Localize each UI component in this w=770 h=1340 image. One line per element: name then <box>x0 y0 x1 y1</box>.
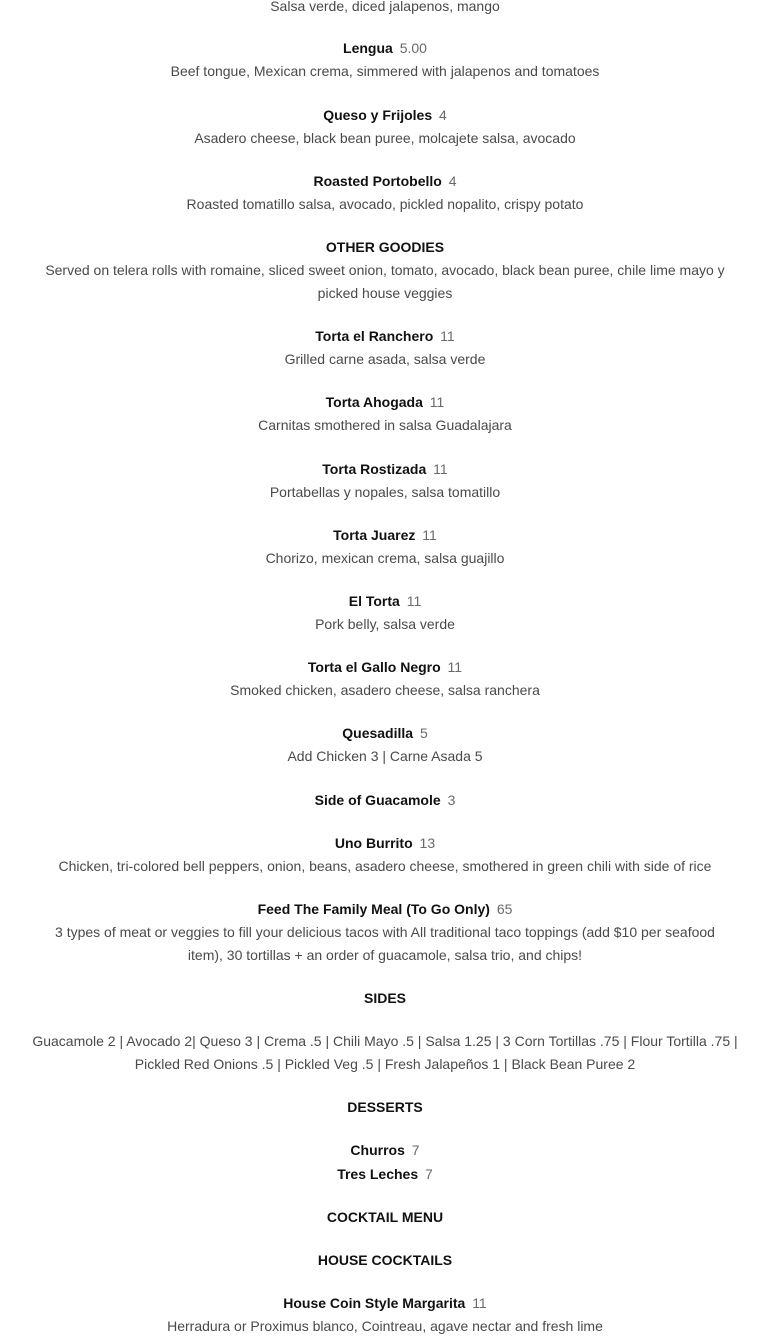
menu-item-uno-burrito <box>0 832 770 855</box>
item-price: 11 <box>429 394 445 410</box>
item-name: Quesadilla <box>342 725 414 741</box>
item-description: Asadero cheese, black bean puree, molcajete salsa, avocado <box>194 130 576 146</box>
item-price: 11 <box>406 593 422 609</box>
menu-item-lengua <box>0 37 770 60</box>
item-name: Torta el Ranchero <box>315 328 434 344</box>
item-description: Roasted tomatillo salsa, avocado, pickled nopalito, crispy potato <box>186 196 584 212</box>
section-description: Served on telera rolls with romaine, sliced sweet onion, tomato, avocado, black bean puree, chile lime mayo y picked house veggies <box>45 262 725 301</box>
item-description: Pork belly, salsa verde <box>315 616 455 632</box>
menu-item-house-coin-margarita <box>0 1292 770 1315</box>
item-description: Chorizo, mexican crema, salsa guajillo <box>265 550 505 566</box>
item-price: 7 <box>411 1142 420 1158</box>
section-heading-cocktail-menu: COCKTAIL MENU <box>326 1209 444 1225</box>
item-price: 5 <box>419 725 428 741</box>
menu-item-tres-leches <box>0 1163 770 1186</box>
item-name: Churros <box>350 1142 405 1158</box>
item-price: 13 <box>419 835 436 851</box>
menu-item-quesadilla <box>0 722 770 745</box>
item-description: 3 types of meat or veggies to fill your delicious tacos with All traditional taco toppings (add $10 per seafood item), 30 tortillas + an order of guacamole, salsa trio, and chips! <box>55 924 715 963</box>
item-price: 11 <box>433 461 448 477</box>
item-price: 3 <box>447 792 456 808</box>
menu-item-side-of-guacamole <box>0 789 770 812</box>
item-description: Portabellas y nopales, salsa tomatillo <box>269 484 501 500</box>
item-description: Herradura or Proximus blanco, Cointreau, agave nectar and fresh lime <box>167 1318 603 1334</box>
item-description: Salsa verde, diced jalapenos, mango <box>270 0 500 14</box>
menu-item-el-torta <box>0 590 770 613</box>
section-heading-sides: SIDES <box>363 990 406 1006</box>
item-description: Smoked chicken, asadero cheese, salsa ranchera <box>230 682 540 698</box>
item-description: Chicken, tri-colored bell peppers, onion, beans, asadero cheese, smothered in green chili with side of rice <box>58 858 712 874</box>
item-price: 7 <box>425 1166 433 1182</box>
item-name: Queso y Frijoles <box>323 107 433 123</box>
menu-item-churros <box>0 1139 770 1162</box>
menu-item-feed-the-family-meal <box>0 898 770 921</box>
sides-list: Guacamole 2 | Avocado 2| Queso 3 | Crema .5 | Chili Mayo .5 | Salsa 1.25 | 3 Corn Tortillas .75 | Flour Tortilla .75 | Pickled Red Onions .5 | Pickled Veg .5 | Fresh Jalapeños 1 | Black Bean Puree 2 <box>32 1033 738 1072</box>
item-name: El Torta <box>348 593 400 609</box>
menu-item-torta-el-ranchero <box>0 325 770 348</box>
item-price: 65 <box>496 901 513 917</box>
menu-item-torta-ahogada <box>0 391 770 414</box>
item-price: 4 <box>439 107 447 123</box>
section-heading-house-cocktails: HOUSE COCKTAILS <box>317 1252 453 1268</box>
item-description: Beef tongue, Mexican crema, simmered with jalapenos and tomatoes <box>170 63 600 79</box>
item-price: 11 <box>422 527 437 543</box>
item-name: Torta Rostizada <box>322 461 427 477</box>
item-description: Add Chicken 3 | Carne Asada 5 <box>287 748 483 764</box>
section-heading-other-goodies: OTHER GOODIES <box>325 239 445 255</box>
item-price: 5.00 <box>399 40 427 56</box>
item-name: Side of Guacamole <box>314 792 441 808</box>
item-name: Feed The Family Meal (To Go Only) <box>257 901 490 917</box>
item-name: Tres Leches <box>337 1166 419 1182</box>
section-heading-desserts: DESSERTS <box>347 1099 423 1115</box>
item-name: Torta Juarez <box>333 527 416 543</box>
item-price: 11 <box>472 1295 487 1311</box>
item-name: Roasted Portobello <box>313 173 442 189</box>
item-name: House Coin Style Margarita <box>283 1295 466 1311</box>
item-name: Torta Ahogada <box>325 394 423 410</box>
item-description: Carnitas smothered in salsa Guadalajara <box>258 417 512 433</box>
menu-item-torta-rostizada <box>0 458 770 481</box>
menu-item-torta-el-gallo-negro <box>0 656 770 679</box>
item-description: Grilled carne asada, salsa verde <box>284 351 486 367</box>
menu-item-roasted-portobello <box>0 170 770 193</box>
menu-item-queso-y-frijoles <box>0 104 770 127</box>
item-price: 11 <box>440 328 455 344</box>
menu-item-torta-juarez <box>0 524 770 547</box>
item-name: Lengua <box>343 40 393 56</box>
item-price: 11 <box>447 659 463 675</box>
item-price: 4 <box>448 173 457 189</box>
item-name: Torta el Gallo Negro <box>307 659 441 675</box>
item-name: Uno Burrito <box>334 835 413 851</box>
